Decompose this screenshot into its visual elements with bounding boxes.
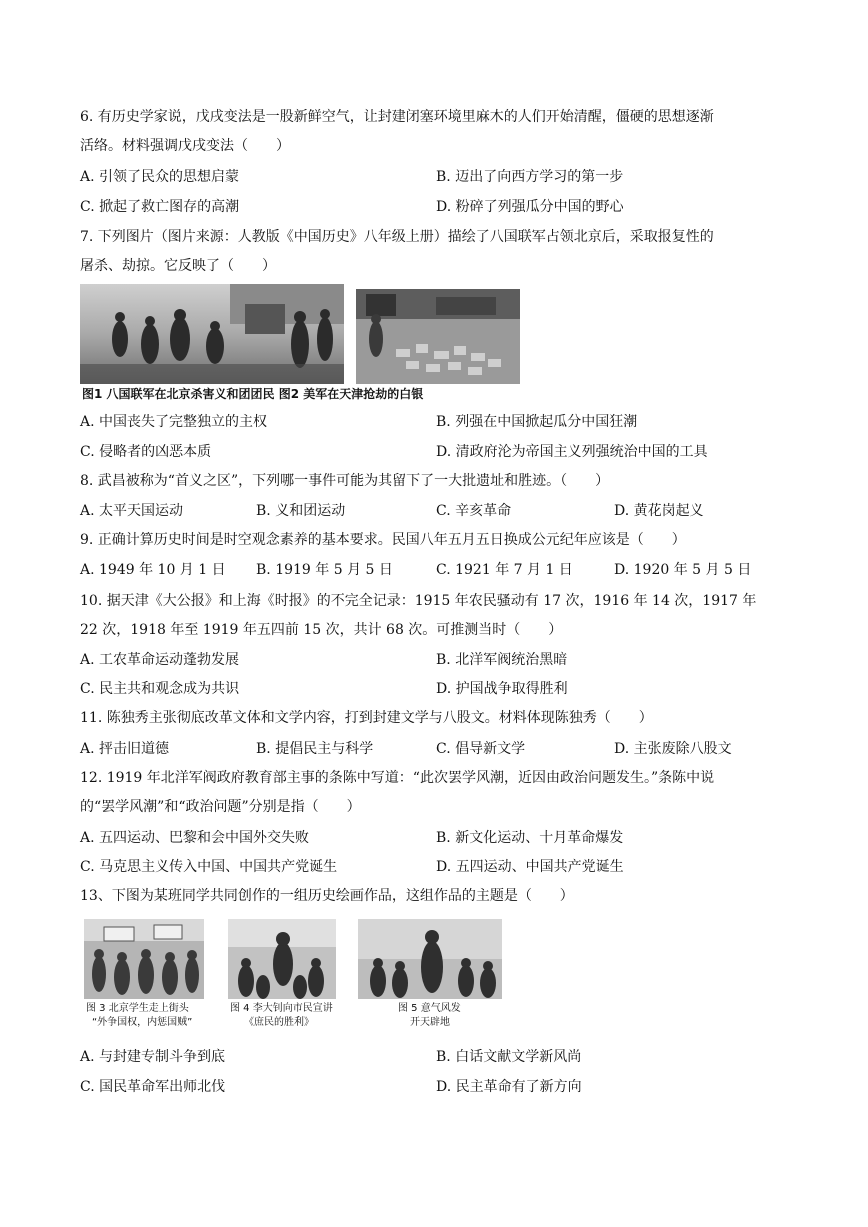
q9-stem: 9. 正确计算历史时间是时空观念素养的基本要求。民国八年五月五日换成公元纪年应该是（ ）: [80, 532, 686, 548]
q8-option-d[interactable]: D. 黄花岗起义: [614, 503, 704, 519]
figure-3-caption-line2: “外争国权，内惩国贼”: [92, 1017, 193, 1028]
q13-stem: 13、下图为某班同学共同创作的一组历史绘画作品，这组作品的主题是（ ）: [80, 888, 574, 904]
q11-stem: 11. 陈独秀主张彻底改革文体和文学内容，打到封建文学与八股文。材料体现陈独秀（ ）: [80, 710, 653, 726]
q8-option-b[interactable]: B. 义和团运动: [256, 503, 346, 519]
q13-option-d[interactable]: D. 民主革命有了新方向: [436, 1079, 582, 1095]
q11-option-c[interactable]: C. 倡导新文学: [436, 741, 526, 757]
q8-stem: 8. 武昌被称为“首义之区”，下列哪一事件可能为其留下了一大批遗址和胜迹。（ ）: [80, 473, 610, 489]
figure-1-2-caption: 图1 八国联军在北京杀害义和团团民 图2 美军在天津抢劫的白银: [82, 387, 424, 401]
figure-5-photo: [358, 919, 502, 999]
q9-option-b[interactable]: B. 1919 年 5 月 5 日: [256, 562, 393, 578]
q7-option-b[interactable]: B. 列强在中国掀起瓜分中国狂潮: [436, 414, 638, 430]
q11-option-a[interactable]: A. 抨击旧道德: [80, 741, 170, 757]
q13-option-c[interactable]: C. 国民革命军出师北伐: [80, 1079, 226, 1095]
q10-option-c[interactable]: C. 民主共和观念成为共识: [80, 681, 240, 697]
q9-option-d[interactable]: D. 1920 年 5 月 5 日: [614, 562, 752, 578]
q12-stem-line2: 的“罢学风潮”和“政治问题”分别是指（ ）: [80, 799, 361, 815]
figure-4-caption-line2: 《庶民的胜利》: [244, 1017, 314, 1028]
q12-option-b[interactable]: B. 新文化运动、十月革命爆发: [436, 830, 624, 846]
q10-stem-line2: 22 次，1918 年至 1919 年五四前 15 次，共计 68 次。可推测当时（ ）: [80, 622, 563, 638]
q6-option-c[interactable]: C. 掀起了救亡图存的高潮: [80, 199, 240, 215]
q10-option-d[interactable]: D. 护国战争取得胜利: [436, 681, 568, 697]
q11-option-b[interactable]: B. 提倡民主与科学: [256, 741, 374, 757]
q9-option-a[interactable]: A. 1949 年 10 月 1 日: [80, 562, 226, 578]
figure-4-photo: [228, 919, 336, 999]
q9-option-c[interactable]: C. 1921 年 7 月 1 日: [436, 562, 573, 578]
figure-2-photo: [356, 289, 520, 384]
q11-option-d[interactable]: D. 主张废除八股文: [614, 741, 732, 757]
q7-stem-line1: 7. 下列图片（图片来源：人教版《中国历史》八年级上册）描绘了八国联军占领北京后，采取报复性的: [80, 229, 714, 245]
figure-5-caption-line2: 开天辟地: [410, 1017, 450, 1028]
q8-option-c[interactable]: C. 辛亥革命: [436, 503, 512, 519]
q12-option-a[interactable]: A. 五四运动、巴黎和会中国外交失败: [80, 830, 310, 846]
q6-stem-line1: 6. 有历史学家说，戊戌变法是一股新鲜空气，让封建闭塞环境里麻木的人们开始清醒，僵硬的思想逐渐: [80, 109, 714, 125]
q8-option-a[interactable]: A. 太平天国运动: [80, 503, 184, 519]
q12-option-c[interactable]: C. 马克思主义传入中国、中国共产党诞生: [80, 859, 338, 875]
q7-option-c[interactable]: C. 侵略者的凶恶本质: [80, 444, 212, 460]
q6-option-a[interactable]: A. 引领了民众的思想启蒙: [80, 169, 240, 185]
q7-option-d[interactable]: D. 清政府沦为帝国主义列强统治中国的工具: [436, 444, 708, 460]
q6-option-b[interactable]: B. 迈出了向西方学习的第一步: [436, 169, 624, 185]
q6-stem-line2: 活络。材料强调戊戌变法（ ）: [80, 138, 290, 154]
q10-option-a[interactable]: A. 工农革命运动蓬勃发展: [80, 652, 240, 668]
q13-option-a[interactable]: A. 与封建专制斗争到底: [80, 1049, 226, 1065]
q10-option-b[interactable]: B. 北洋军阀统治黑暗: [436, 652, 568, 668]
figure-4-caption-line1: 图 4 李大钊向市民宣讲: [230, 1003, 333, 1014]
figure-3-caption-line1: 图 3 北京学生走上街头: [86, 1003, 189, 1014]
q10-stem-line1: 10. 据天津《大公报》和上海《时报》的不完全记录：1915 年农民骚动有 17 次，1916 年 14 次，1917 年: [80, 593, 757, 609]
figure-3-photo: [84, 919, 204, 999]
q12-stem-line1: 12. 1919 年北洋军阀政府教育部主事的条陈中写道：“此次罢学风潮，近因由政治问题发生。”条陈中说: [80, 770, 715, 786]
figure-5-caption-line1: 图 5 意气风发: [398, 1003, 461, 1014]
q13-option-b[interactable]: B. 白话文献文学新风尚: [436, 1049, 582, 1065]
q12-option-d[interactable]: D. 五四运动、中国共产党诞生: [436, 859, 624, 875]
q7-stem-line2: 屠杀、劫掠。它反映了（ ）: [80, 258, 276, 274]
q7-option-a[interactable]: A. 中国丧失了完整独立的主权: [80, 414, 268, 430]
figure-1-photo: [80, 284, 344, 384]
q6-option-d[interactable]: D. 粉碎了列强瓜分中国的野心: [436, 199, 624, 215]
